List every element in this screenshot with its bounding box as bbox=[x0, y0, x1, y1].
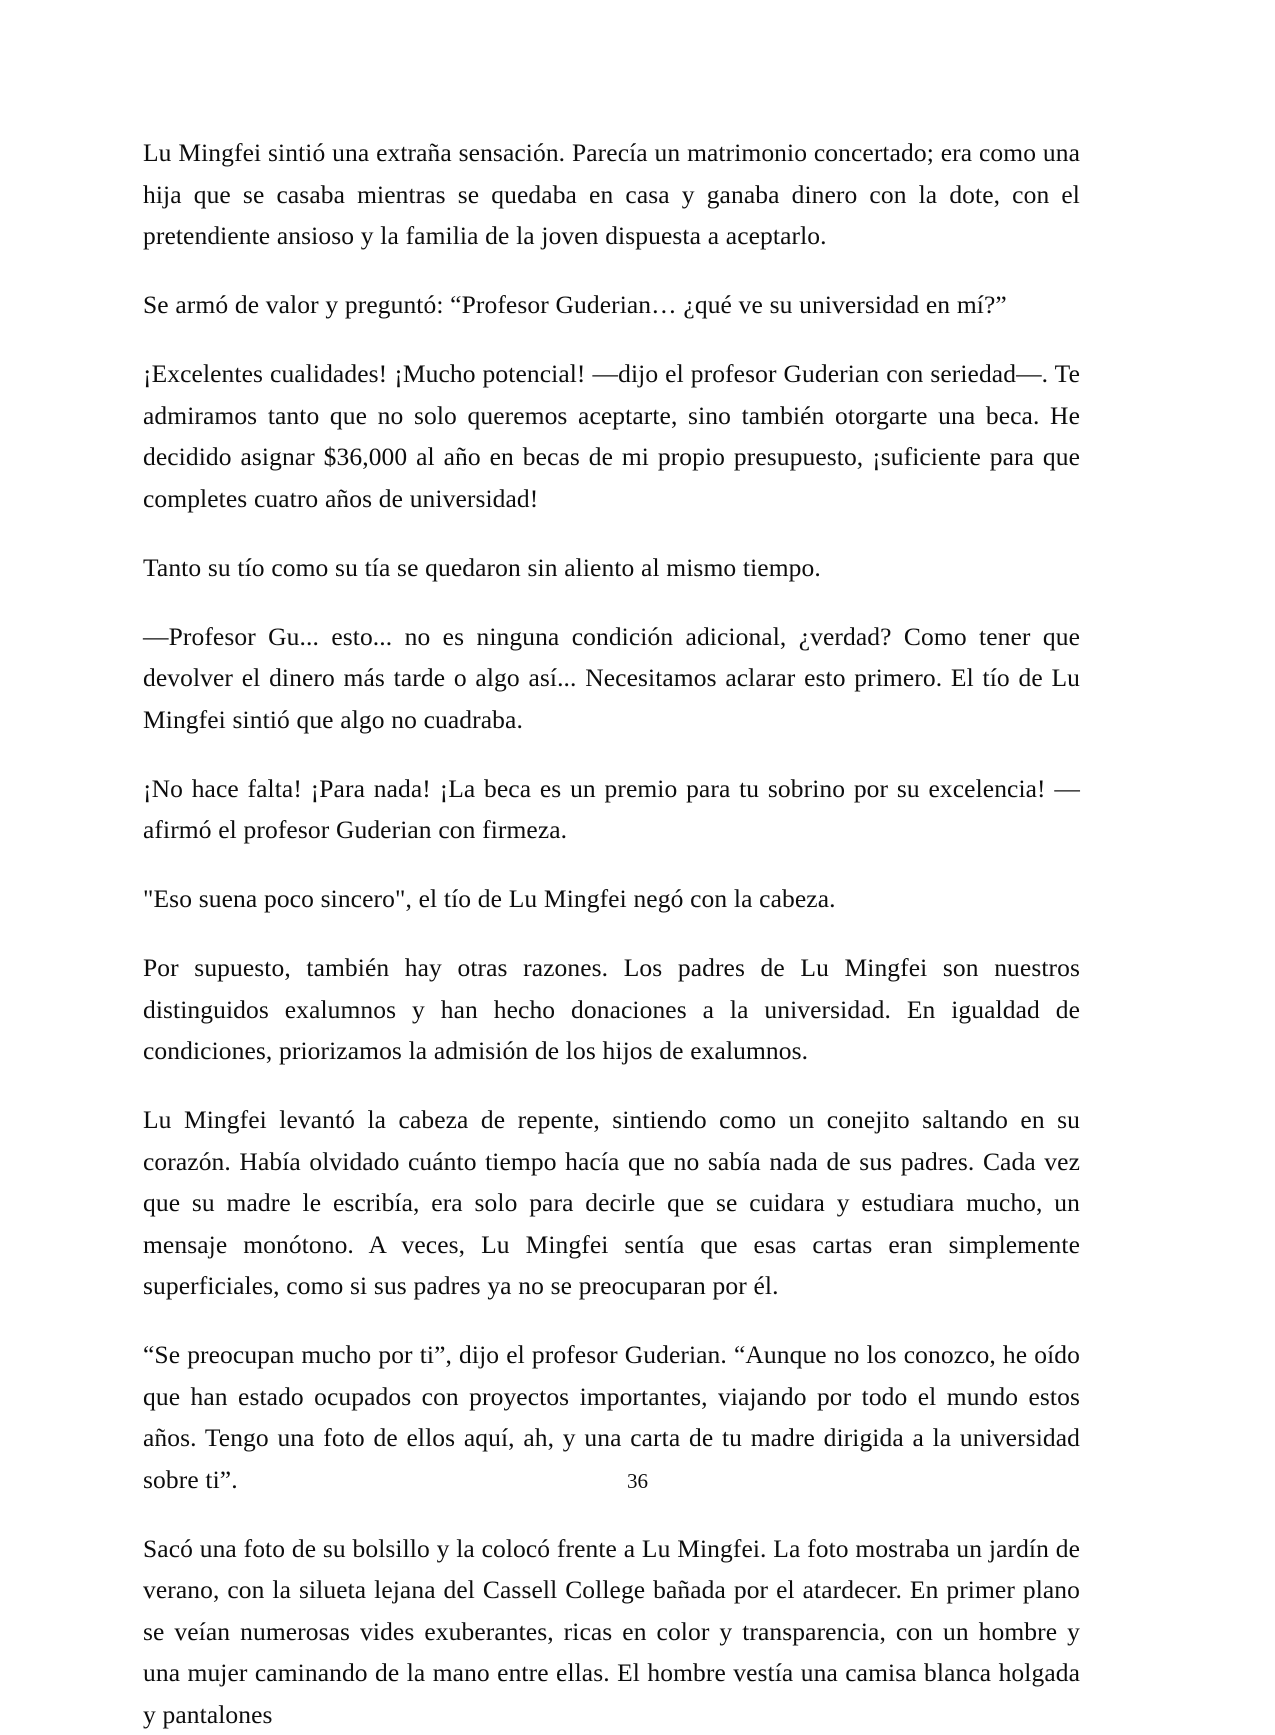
paragraph: ¡No hace falta! ¡Para nada! ¡La beca es un premio para tu sobrino por su excelencia! —afirmó el profesor Guderian con firmeza. bbox=[143, 768, 1080, 851]
paragraph: —Profesor Gu... esto... no es ninguna condición adicional, ¿verdad? Como tener que devolver el dinero más tarde o algo así... Necesitamos aclarar esto primero. El tío de Lu Mingfei sintió que algo no cuadraba. bbox=[143, 616, 1080, 741]
page-number: 36 bbox=[0, 1468, 1275, 1494]
paragraph: Sacó una foto de su bolsillo y la colocó frente a Lu Mingfei. La foto mostraba un jardín de verano, con la silueta lejana del Cassell College bañada por el atardecer. En primer plano se veían numerosas vides exuberantes, ricas en color y transparencia, con un hombre y una mujer caminando de la mano entre ellas. El hombre vestía una camisa blanca holgada y pantalones bbox=[143, 1528, 1080, 1735]
paragraph: Por supuesto, también hay otras razones. Los padres de Lu Mingfei son nuestros distinguidos exalumnos y han hecho donaciones a la universidad. En igualdad de condiciones, priorizamos la admisión de los hijos de exalumnos. bbox=[143, 947, 1080, 1072]
paragraph: Lu Mingfei sintió una extraña sensación. Parecía un matrimonio concertado; era como una hija que se casaba mientras se quedaba en casa y ganaba dinero con la dote, con el pretendiente ansioso y la familia de la joven dispuesta a aceptarlo. bbox=[143, 132, 1080, 257]
page-body-text bbox=[143, 132, 1080, 1735]
paragraph: “Se preocupan mucho por ti”, dijo el profesor Guderian. “Aunque no los conozco, he oído que han estado ocupados con proyectos importantes, viajando por todo el mundo estos años. Tengo una foto de ellos aquí, ah, y una carta de tu madre dirigida a la universidad sobre ti”. bbox=[143, 1334, 1080, 1500]
paragraph: Se armó de valor y preguntó: “Profesor Guderian… ¿qué ve su universidad en mí?” bbox=[143, 284, 1080, 326]
paragraph: "Eso suena poco sincero", el tío de Lu Mingfei negó con la cabeza. bbox=[143, 878, 1080, 920]
paragraph: Lu Mingfei levantó la cabeza de repente, sintiendo como un conejito saltando en su corazón. Había olvidado cuánto tiempo hacía que no sabía nada de sus padres. Cada vez que su madre le escribía, era solo para decirle que se cuidara y estudiara mucho, un mensaje monótono. A veces, Lu Mingfei sentía que esas cartas eran simplemente superficiales, como si sus padres ya no se preocuparan por él. bbox=[143, 1099, 1080, 1307]
paragraph: ¡Excelentes cualidades! ¡Mucho potencial! —dijo el profesor Guderian con seriedad—. Te admiramos tanto que no solo queremos aceptarte, sino también otorgarte una beca. He decidido asignar $36,000 al año en becas de mi propio presupuesto, ¡suficiente para que completes cuatro años de universidad! bbox=[143, 353, 1080, 519]
paragraph: Tanto su tío como su tía se quedaron sin aliento al mismo tiempo. bbox=[143, 547, 1080, 589]
